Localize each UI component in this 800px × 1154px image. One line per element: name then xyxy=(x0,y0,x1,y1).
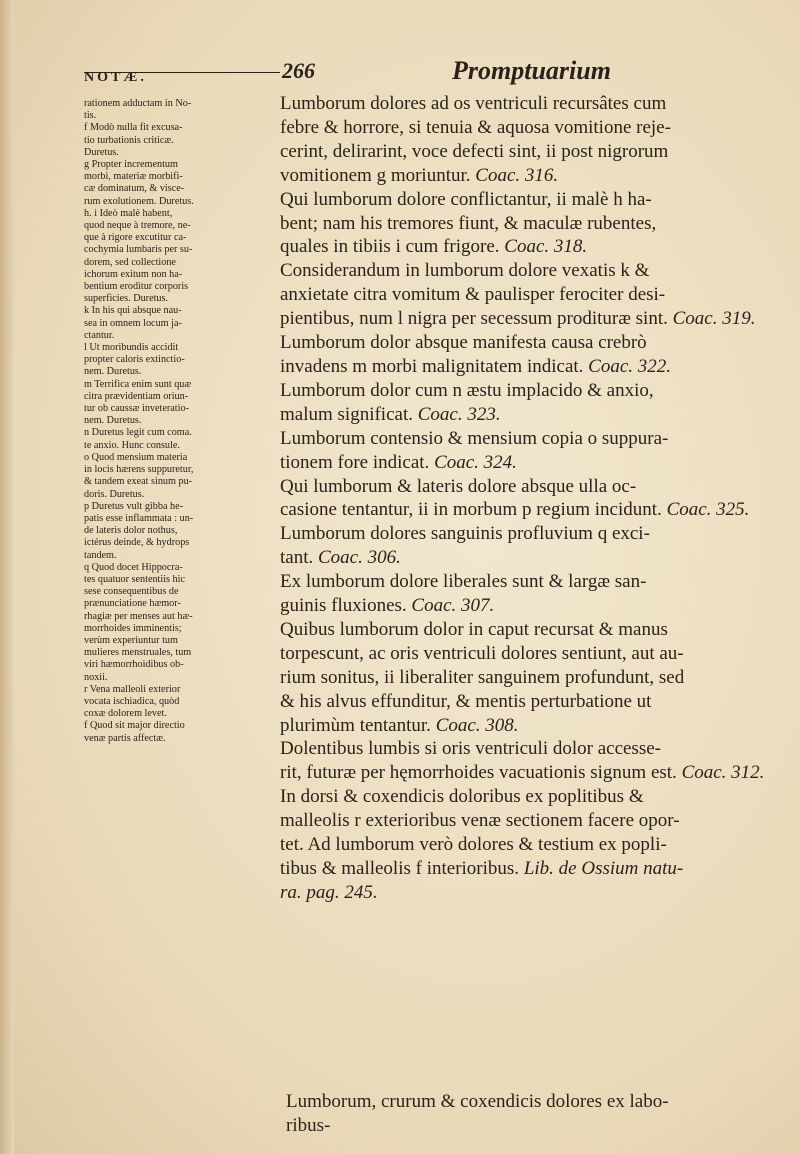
margin-note: f Modò nulla fit excusa- tio turbationis criticæ. Duretus. xyxy=(84,122,183,158)
margin-note: f Quod sit major directio venæ partis affectæ. xyxy=(84,720,185,744)
aphorism-text: Lumborum contensio & mensium copia o suppura- tionem fore indicat. xyxy=(280,427,669,473)
aphorism-paragraph xyxy=(280,475,792,523)
aphorism-text: Qui lumborum dolore conflictantur, ii malè h ha- bent; nam his tremores fiunt, & maculæ rubentes, quales in tibiis i cum frigore. xyxy=(280,188,657,258)
citation-reference: Coac. 323. xyxy=(417,403,501,425)
margin-notes-column xyxy=(84,98,280,745)
citation-reference: Coac. 316. xyxy=(475,164,559,186)
citation-reference: Coac. 325. xyxy=(666,499,750,521)
aphorism-paragraph xyxy=(280,570,792,618)
aphorism-paragraph xyxy=(280,785,792,905)
aphorism-text: Considerandum in lumborum dolore vexatis k & anxietate citra vomitum & paulisper ferociter desi- pientibus, num l nigra per secessum prodituræ sint. xyxy=(280,260,668,330)
margin-note: o Quod mensium materia in locis hærens suppuretur, & tandem exeat sinum pu- doris. Duretus. xyxy=(84,451,194,500)
aphorism-text: Qui lumborum & lateris dolore absque ulla oc- casione tentantur, ii in morbum p regium incidunt. xyxy=(280,475,662,521)
aphorism-text: Dolentibus lumbis si oris ventriculi dolor accesse- rit, futuræ per hęmorrhoides vacuationis signum est. xyxy=(280,738,677,784)
aphorism-paragraph xyxy=(280,259,792,331)
citation-reference: Coac. 324. xyxy=(434,451,517,473)
aphorism-paragraph xyxy=(280,379,792,427)
catchword-line: Lumborum, crurum & coxendicis dolores ex labo- ribus- xyxy=(286,1091,669,1136)
margin-note: l Ut moribundis accidit propter caloris extinctio- nem. Duretus. xyxy=(84,342,185,378)
margin-note: p Duretus vult gibba he- patis esse inflammata : un- de lateris dolor nothus, ictérus deinde, & hydrops tandem. xyxy=(84,500,194,561)
aphorism-paragraph xyxy=(280,427,792,475)
citation-reference: Coac. 308. xyxy=(435,714,519,736)
margin-note: rationem adductam in No- tis. xyxy=(84,98,192,122)
aphorism-paragraph xyxy=(280,92,792,188)
margin-note: n Duretus legit cum coma. te anxio. Hunc consule. xyxy=(84,427,192,451)
margin-note: r Vena malleoli exterior vocata ischiadica, quòd coxæ dolorem levet. xyxy=(84,683,181,720)
aphorism-text: Ex lumborum dolore liberales sunt & largæ san- guinis fluxiones. xyxy=(280,571,647,617)
aphorism-paragraph xyxy=(280,618,792,738)
citation-reference: Coac. 319. xyxy=(672,308,756,330)
citation-reference: Coac. 306. xyxy=(318,547,401,569)
aphorism-text: In dorsi & coxendicis doloribus ex poplitibus & malleolis r exterioribus venæ sectionem facere opor- tet. Ad lumborum verò dolores & testium ex popli- tibus & malleolis f interioribus. xyxy=(280,786,680,879)
aphorism-text: Lumborum dolor cum n æstu implacido & anxio, malum significat. xyxy=(280,379,654,425)
margin-note: m Terrifica enim sunt quæ citra prævidentiam oriun- tur ob caussæ inveteratio- nem. Duretus. xyxy=(84,378,192,427)
margin-note: h. i Ideò malè habent, quod neque à tremore, ne- que à rigore excutitur ca- cochymia lumbaris per su- dorem, sed collectione ichorum exitum non ha- bentium eroditur corporis superficies. Duretus. xyxy=(84,207,193,305)
citation-reference: Coac. 307. xyxy=(411,595,495,617)
aphorism-paragraph xyxy=(280,737,792,785)
aphorism-paragraph xyxy=(280,522,792,570)
page-gutter xyxy=(0,0,14,1154)
page-number: 266 xyxy=(282,58,315,83)
notes-heading: NOTÆ. xyxy=(84,70,147,85)
aphorism-text: Lumborum dolores ad os ventriculi recursâtes cum febre & horrore, si tenuia & aquosa vomitione reje- cerint, delirarint, voce defecti sint, ii post nigrorum vomitionem g moriuntur. xyxy=(280,93,671,186)
aphorism-text: Quibus lumborum dolor in caput recursat & manus torpescunt, ac oris ventriculi dolores sentiunt, aut au- rium sonitus, ii liberaliter sanguinem profundunt, sed & his alvus effunditur, & mentis perturbatione ut plurimùm tentantur. xyxy=(280,618,685,736)
citation-reference: Lib. de Ossium natu- ra. pag. 245. xyxy=(280,858,684,903)
margin-note: q Quod docet Hippocra- tes quatuor sententiis hic sese consequentibus de prænunciatione hæmor- rhagiæ per menses aut hæ- morrhoides imminentis; verùm experiuntur tum mulieres menstruales, tum viri hæmorrhoidibus ob- noxii. xyxy=(84,561,193,683)
running-title: Promptuarium xyxy=(452,56,611,85)
aphorism-paragraph xyxy=(280,331,792,379)
aphorism-text: Lumborum dolores sanguinis profluvium q exci- tant. xyxy=(280,523,650,569)
citation-reference: Coac. 312. xyxy=(681,762,765,784)
final-line xyxy=(286,1090,786,1138)
margin-note: k In his qui absque nau- sea in omnem locum ja- ctantur. xyxy=(84,305,182,341)
aphorism-paragraph xyxy=(280,188,792,260)
aphorism-text: Lumborum dolor absque manifesta causa crebrò invadens m morbi malignitatem indicat. xyxy=(280,332,647,377)
citation-reference: Coac. 318. xyxy=(504,236,588,258)
citation-reference: Coac. 322. xyxy=(588,355,672,377)
main-text-column xyxy=(280,92,792,905)
margin-note: g Propter incrementum morbi, materiæ morbifi- cæ dominatum, & visce- rum exolutionem. Duretus. xyxy=(84,159,194,207)
